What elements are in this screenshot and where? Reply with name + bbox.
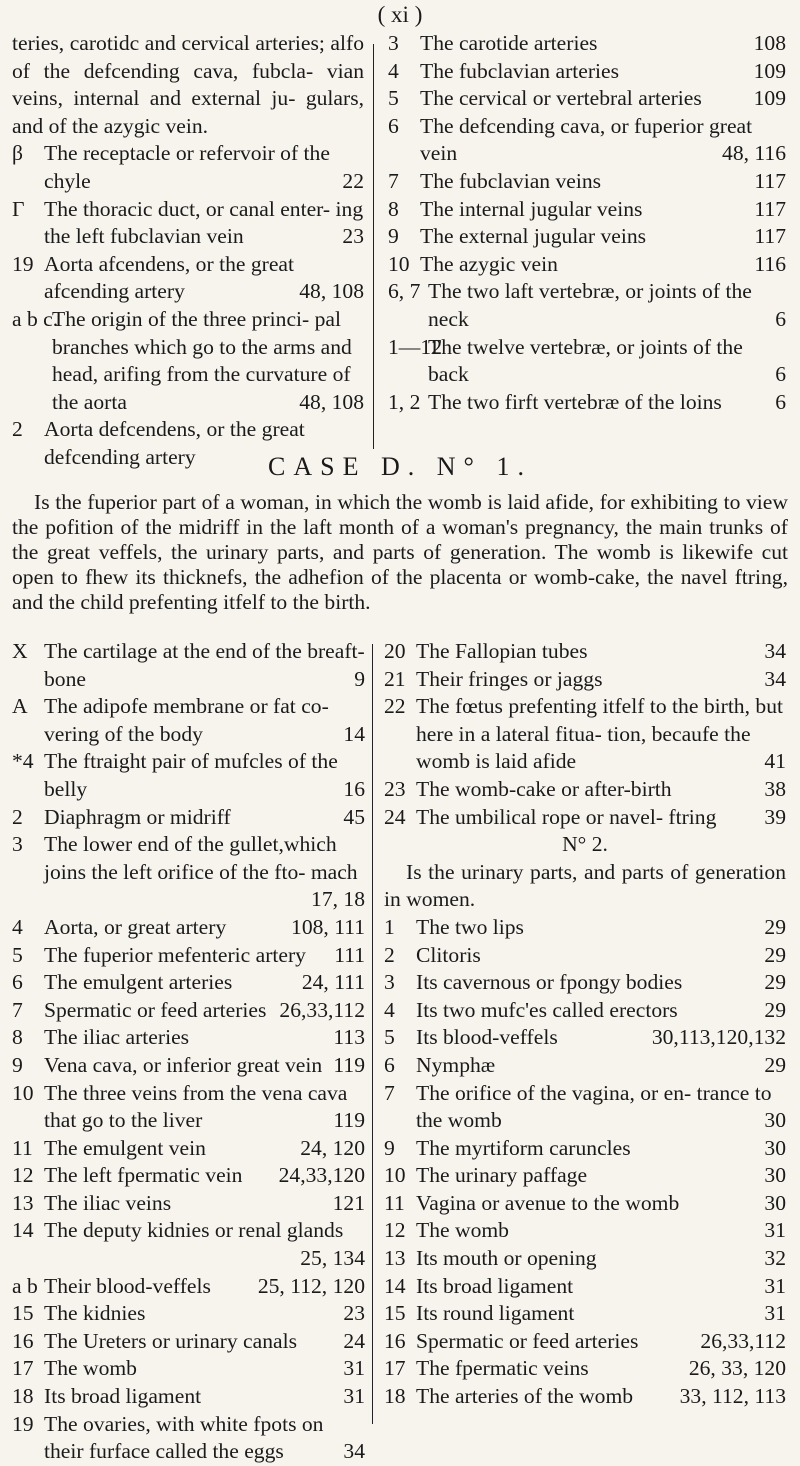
entry-text: Spermatic or feed arteries [416,1328,639,1353]
entry-key: 8 [12,1025,23,1050]
entry-key: 7 [388,168,399,193]
entry-page: 34 [764,639,786,663]
index-entry [388,113,786,168]
entry-page: 41 [764,749,786,774]
entry-page: 9 [354,666,365,691]
index-entry [384,1052,786,1080]
index-entry [12,1135,365,1163]
entry-text: The emulgent arteries [44,970,233,995]
entry-key: 23 [384,776,406,801]
top-left-column [12,30,364,472]
entry-key: 16 [384,1328,406,1353]
entry-page: 23 [342,224,364,249]
index-entry [384,1190,786,1218]
entry-key: a b [12,1273,38,1298]
entry-key: 11 [12,1135,33,1160]
entry-text: The womb-cake or after-birth [416,776,672,801]
entry-text: The womb [416,1218,509,1243]
entry-text: Spermatic or feed arteries [44,997,267,1022]
entry-text: The fubclavian arteries [420,58,620,83]
index-entry [12,942,365,970]
entry-key: Γ [12,196,25,221]
index-entry [12,831,365,914]
entry-page: 30 [764,1190,786,1215]
entry-text: Their fringes or jaggs [416,666,603,691]
entry-page: 31 [343,1356,365,1381]
entry-page: 117 [754,224,786,249]
entry-key: 6, 7 [388,279,421,304]
entry-text: The iliac veins [44,1190,172,1215]
entry-key: 16 [12,1328,34,1353]
entry-key: 18 [384,1384,406,1409]
entry-text: The two laft vertebræ, or joints of the neck [428,279,752,331]
top-right-entries [388,30,786,416]
sub-intro: Is the urinary parts, and parts of generation in women. [384,859,786,912]
entry-page: 23 [343,1301,365,1326]
entry-page: 24, 120 [300,1135,365,1160]
entry-text: The umbilical rope or navel- ftring [416,804,717,829]
entry-page: 119 [333,1108,365,1133]
entry-text: The myrtiform caruncles [416,1135,631,1160]
index-entry [12,306,364,416]
index-entry [388,389,786,417]
entry-key: 7 [12,997,23,1022]
index-entry [384,776,786,804]
entry-text: The Fallopian tubes [416,639,588,663]
case-intro: Is the fuperior part of a woman, in which the womb is laid afide, for exhibiting to view the pofition of the midriff in the laft month of a woman's pregnancy, the main trunks of the great veffels, the urinary parts, and parts of generation. The womb is likewife cut open to fhew its thicknefs, the adhefion of the placenta or womb-cake, the navel ftring, and the child prefenting itfelf to the birth. [12,490,788,614]
entry-text: The twelve vertebræ, or joints of the back [428,334,743,387]
entry-page: 113 [333,1025,365,1050]
entry-key: 19 [12,251,34,276]
entry-key: a b c. [12,306,59,331]
index-entry [12,1355,365,1383]
entry-text: Its two mufc'es called erectors [416,997,678,1022]
entry-key: 6 [384,1052,395,1077]
entry-page: 31 [764,1273,786,1298]
entry-text: The cartilage at the end of the breaft-bone [44,639,365,691]
index-entry [384,1024,786,1052]
entry-key: 8 [388,196,399,221]
entry-text: The receptacle or refervoir of the chyle [44,141,330,193]
entry-key: 5 [388,86,399,111]
entry-text: The two firft vertebræ of the loins [428,389,722,414]
entry-text: Its cavernous or fpongy bodies [416,970,683,995]
index-entry [384,914,786,942]
entry-page: 30,113,120,132 [651,1025,786,1050]
entry-page: 25, 134 [300,1246,365,1271]
entry-page: 108, 111 [291,914,365,939]
entry-page: 24 [343,1328,365,1353]
entry-page: 31 [343,1384,365,1409]
index-entry [384,638,786,666]
entry-page: 33, 112, 113 [679,1384,786,1409]
index-entry [384,997,786,1025]
entry-key: 3 [388,31,399,55]
entry-page: 26,33,112 [700,1328,786,1353]
entry-key: 22 [384,694,406,719]
index-entry [12,1300,365,1328]
entry-key: 4 [12,914,23,939]
entry-text: The orifice of the vagina, or en- trance to the womb [416,1080,772,1133]
entry-key: 24 [384,804,406,829]
entry-text: The azygic vein [420,251,558,276]
entry-page: 16 [343,776,365,801]
entry-page: 34 [343,1439,365,1464]
entry-key: 6 [388,113,399,138]
entry-text: The iliac arteries [44,1025,190,1050]
entry-key: 2 [12,417,23,442]
index-entry [388,278,786,333]
entry-text: The lower end of the gullet,which joins the left orifice of the fto- mach [44,832,358,884]
entry-key: 4 [388,58,399,83]
entry-page: 6 [775,306,786,331]
entry-page: 30 [764,1108,786,1133]
entry-text: The fubclavian veins [420,168,602,193]
entry-text: The carotide arteries [420,31,598,55]
entry-text: The fuperior mefenteric artery [44,942,306,967]
index-entry [384,1383,786,1411]
entry-key: 18 [12,1384,34,1409]
index-entry [12,748,365,803]
entry-text: The fœtus prefenting itfelf to the birth, but here in a lateral fitua- tion, becaufe the womb is laid afide [416,694,783,774]
index-entry [384,1080,786,1135]
entry-key: 17 [12,1356,34,1381]
index-entry [12,1328,365,1356]
entry-key: 5 [12,942,23,967]
index-entry [384,693,786,776]
index-entry [12,1080,365,1135]
entry-page: 31 [764,1301,786,1326]
entry-page: 121 [332,1190,365,1215]
bottom-right-column [384,638,786,1411]
entry-page: 29 [764,1052,786,1077]
entry-key: 7 [384,1080,395,1105]
entry-page: 29 [764,942,786,967]
bottom-right-entries-b [384,914,786,1411]
entry-page: 30 [764,1163,786,1188]
index-entry [12,804,365,832]
entry-page: 39 [764,804,786,829]
entry-page: 24,33,120 [278,1163,365,1188]
entry-key: 13 [384,1246,406,1271]
entry-key: 9 [12,1052,23,1077]
index-entry [12,1052,365,1080]
entry-page: 109 [753,58,786,83]
index-entry [388,223,786,251]
entry-text: The internal jugular veins [420,196,643,221]
index-entry [388,168,786,196]
index-entry [384,1300,786,1328]
column-rule-bottom [372,644,373,1424]
entry-text: The origin of the three princi- pal branches which go to the arms and head, arifing from the curvature of the aorta [52,306,352,414]
entry-key: 12 [384,1218,406,1243]
entry-page: 48, 108 [299,279,364,304]
entry-text: Its broad ligament [44,1384,202,1409]
entry-key: 2 [12,804,23,829]
entry-key: 5 [384,1025,395,1050]
index-entry [384,942,786,970]
index-entry [12,251,364,306]
entry-text: The three veins from the vena cava that go to the liver [44,1080,348,1133]
entry-page: 119 [333,1052,365,1077]
entry-page: 29 [764,997,786,1022]
entry-key: 1 [384,914,395,939]
top-left-entries [12,140,364,471]
entry-key: 15 [384,1301,406,1326]
index-entry [384,1245,786,1273]
entry-page: 22 [342,168,364,193]
entry-text: The external jugular veins [420,224,647,249]
entry-page: 108 [753,31,786,55]
entry-text: Aorta defcendens, or the great defcending artery [44,417,305,469]
entry-page: 25, 112, 120 [257,1273,365,1298]
entry-key: 17 [384,1356,406,1381]
index-entry [388,58,786,86]
index-entry [384,1328,786,1356]
entry-text: Its mouth or opening [416,1246,597,1271]
entry-page: 117 [754,168,786,193]
index-entry [384,666,786,694]
entry-text: The womb [44,1356,137,1381]
entry-text: The ovaries, with white fpots on their furface called the eggs [44,1411,324,1464]
index-entry [384,1217,786,1245]
index-entry [388,30,786,58]
entry-key: 14 [12,1218,34,1243]
entry-text: Aorta afcendens, or the great afcending artery [44,251,295,304]
entry-text: The defcending cava, or fuperior great vein [420,113,753,166]
entry-page: 111 [334,942,365,967]
index-entry [12,196,364,251]
entry-key: 9 [388,224,399,249]
entry-page: 34 [764,666,786,691]
entry-text: The thoracic duct, or canal enter- ing the left fubclavian vein [44,196,364,249]
index-entry [388,251,786,279]
entry-key: X [12,639,28,663]
entry-text: Its blood-veffels [416,1025,558,1050]
entry-text: Their blood-veffels [44,1273,211,1298]
entry-page: 26,33,112 [279,997,365,1022]
index-entry [384,1135,786,1163]
entry-page: 6 [775,389,786,414]
entry-text: The fpermatic veins [416,1356,589,1381]
entry-page: 26, 33, 120 [688,1356,786,1381]
entry-text: The Ureters or urinary canals [44,1328,298,1353]
entry-page: 117 [754,196,786,221]
entry-text: The cervical or vertebral arteries [420,86,702,111]
index-entry [12,1162,365,1190]
entry-page: 48, 108 [299,389,364,414]
entry-key: 6 [12,970,23,995]
entry-page: 30 [764,1135,786,1160]
bottom-right-entries-a [384,638,786,831]
entry-key: 1—12 [388,334,442,359]
entry-text: The urinary paffage [416,1163,588,1188]
entry-page: 109 [753,86,786,111]
index-entry [12,997,365,1025]
entry-key: 13 [12,1190,34,1215]
entry-key: 3 [12,832,23,857]
entry-key: 4 [384,997,395,1022]
index-entry [384,969,786,997]
entry-key: 20 [384,639,406,663]
index-entry [384,1162,786,1190]
entry-text: Vena cava, or inferior great vein [44,1052,323,1077]
entry-page: 48, 116 [722,141,786,166]
index-entry [388,85,786,113]
sub-heading: N° 2. [562,832,608,857]
entry-key: 11 [384,1190,405,1215]
page-folio: ( xi ) [377,2,423,27]
entry-key: 2 [384,942,395,967]
index-entry [384,804,786,832]
index-entry [12,1190,365,1218]
entry-text: The emulgent vein [44,1135,206,1160]
entry-text: The deputy kidnies or renal glands [44,1218,344,1243]
case-heading: CASE D. N° 1. [268,452,532,481]
entry-text: Nymphæ [416,1052,496,1077]
index-entry [12,1383,365,1411]
entry-text: Diaphragm or midriff [44,804,231,829]
entry-key: 21 [384,666,406,691]
entry-key: 1, 2 [388,389,421,414]
index-entry [384,1273,786,1301]
entry-text: Clitoris [416,942,481,967]
entry-page: 31 [764,1218,786,1243]
entry-text: The ftraight pair of mufcles of the belly [44,749,338,801]
entry-key: 10 [12,1080,34,1105]
entry-text: The arteries of the womb [416,1384,634,1409]
index-entry [12,638,365,693]
index-entry [12,914,365,942]
bottom-left-column [12,638,365,1466]
entry-page: 45 [343,804,365,829]
index-entry [12,969,365,997]
entry-text: The adipofe membrane or fat co- vering of the body [44,694,329,746]
entry-page: 29 [764,914,786,939]
entry-key: β [12,141,23,166]
entry-page: 6 [775,362,786,387]
index-entry [388,196,786,224]
index-entry [384,1355,786,1383]
index-entry [12,693,365,748]
entry-key: 15 [12,1301,34,1326]
entry-page: 38 [764,776,786,801]
column-rule-top [373,44,374,449]
entry-page: 24, 111 [301,970,365,995]
index-entry [12,1024,365,1052]
entry-key: 14 [384,1273,406,1298]
entry-page: 116 [754,251,786,276]
entry-key: *4 [12,749,34,774]
entry-text: The left fpermatic vein [44,1163,243,1188]
index-entry [12,140,364,195]
entry-key: 3 [384,970,395,995]
entry-page: 14 [343,721,365,746]
entry-text: Its broad ligament [416,1273,574,1298]
top-right-column [388,30,786,416]
entry-page: 32 [764,1246,786,1271]
entry-text: The kidnies [44,1301,146,1326]
index-entry [12,1217,365,1272]
entry-key: 12 [12,1163,34,1188]
entry-page: 17, 18 [311,887,365,912]
entry-text: Its round ligament [416,1301,575,1326]
entry-key: 19 [12,1411,34,1436]
bottom-left-entries [12,638,365,1466]
entry-key: 10 [388,251,410,276]
entry-key: 9 [384,1135,395,1160]
continuation-text: teries, carotidc and cervical arteries; alfo of the defcending cava, fubcla- vian veins, internal and external ju- gulars, and of the azygic vein. [12,31,364,138]
entry-text: Vagina or avenue to the womb [416,1190,680,1215]
entry-page: 29 [764,970,786,995]
index-entry [12,1273,365,1301]
entry-key: 10 [384,1163,406,1188]
index-entry [12,1411,365,1466]
entry-text: Aorta, or great artery [44,914,227,939]
entry-text: The two lips [416,914,524,939]
index-entry [388,334,786,389]
entry-key: A [12,694,28,719]
